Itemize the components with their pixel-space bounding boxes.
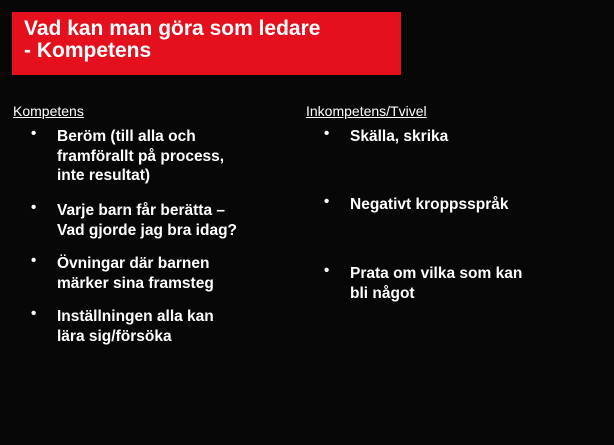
bullet-dot: • xyxy=(324,193,330,210)
slide-title-line-2: - Kompetens xyxy=(24,39,152,62)
bullet-item xyxy=(324,262,523,303)
bullet-item xyxy=(31,125,225,186)
bullet-text: inte resultat) xyxy=(57,167,151,184)
bullet-dot: • xyxy=(324,262,330,279)
bullet-item xyxy=(31,199,238,240)
bullet-text: Inställningen alla kan xyxy=(57,308,214,325)
bullet-text: Negativt kroppsspråk xyxy=(350,196,509,213)
slide-title-line-1: Vad kan man göra som ledare xyxy=(24,17,321,40)
bullet-text: märker sina framsteg xyxy=(57,274,214,292)
bullet-item xyxy=(31,252,214,293)
bullet-text: Vad gjorde jag bra idag? xyxy=(57,221,238,239)
column-heading-kompetens: Kompetens xyxy=(13,103,84,119)
bullet-dot: • xyxy=(31,199,37,216)
bullet-text: Övningar där barnen xyxy=(57,255,210,272)
slide-title-banner xyxy=(12,12,401,75)
bullet-text: Beröm (till alla och xyxy=(57,128,196,145)
bullet-text: Varje barn får berätta – xyxy=(57,202,225,219)
bullet-text: Skälla, skrika xyxy=(350,128,449,145)
column-heading-inkompetens: Inkompetens/Tvivel xyxy=(306,103,427,119)
bullet-text: Prata om vilka som kan xyxy=(350,265,523,282)
bullet-text: lära sig/försöka xyxy=(57,327,172,345)
bullet-dot: • xyxy=(31,125,37,142)
bullet-dot: • xyxy=(31,252,37,269)
bullet-item xyxy=(31,305,214,346)
bullet-text: framförallt på process, xyxy=(57,147,225,165)
bullet-item xyxy=(324,193,509,215)
bullet-text: bli något xyxy=(350,284,415,302)
bullet-dot: • xyxy=(324,125,330,142)
bullet-item xyxy=(324,125,449,147)
bullet-dot: • xyxy=(31,305,37,322)
